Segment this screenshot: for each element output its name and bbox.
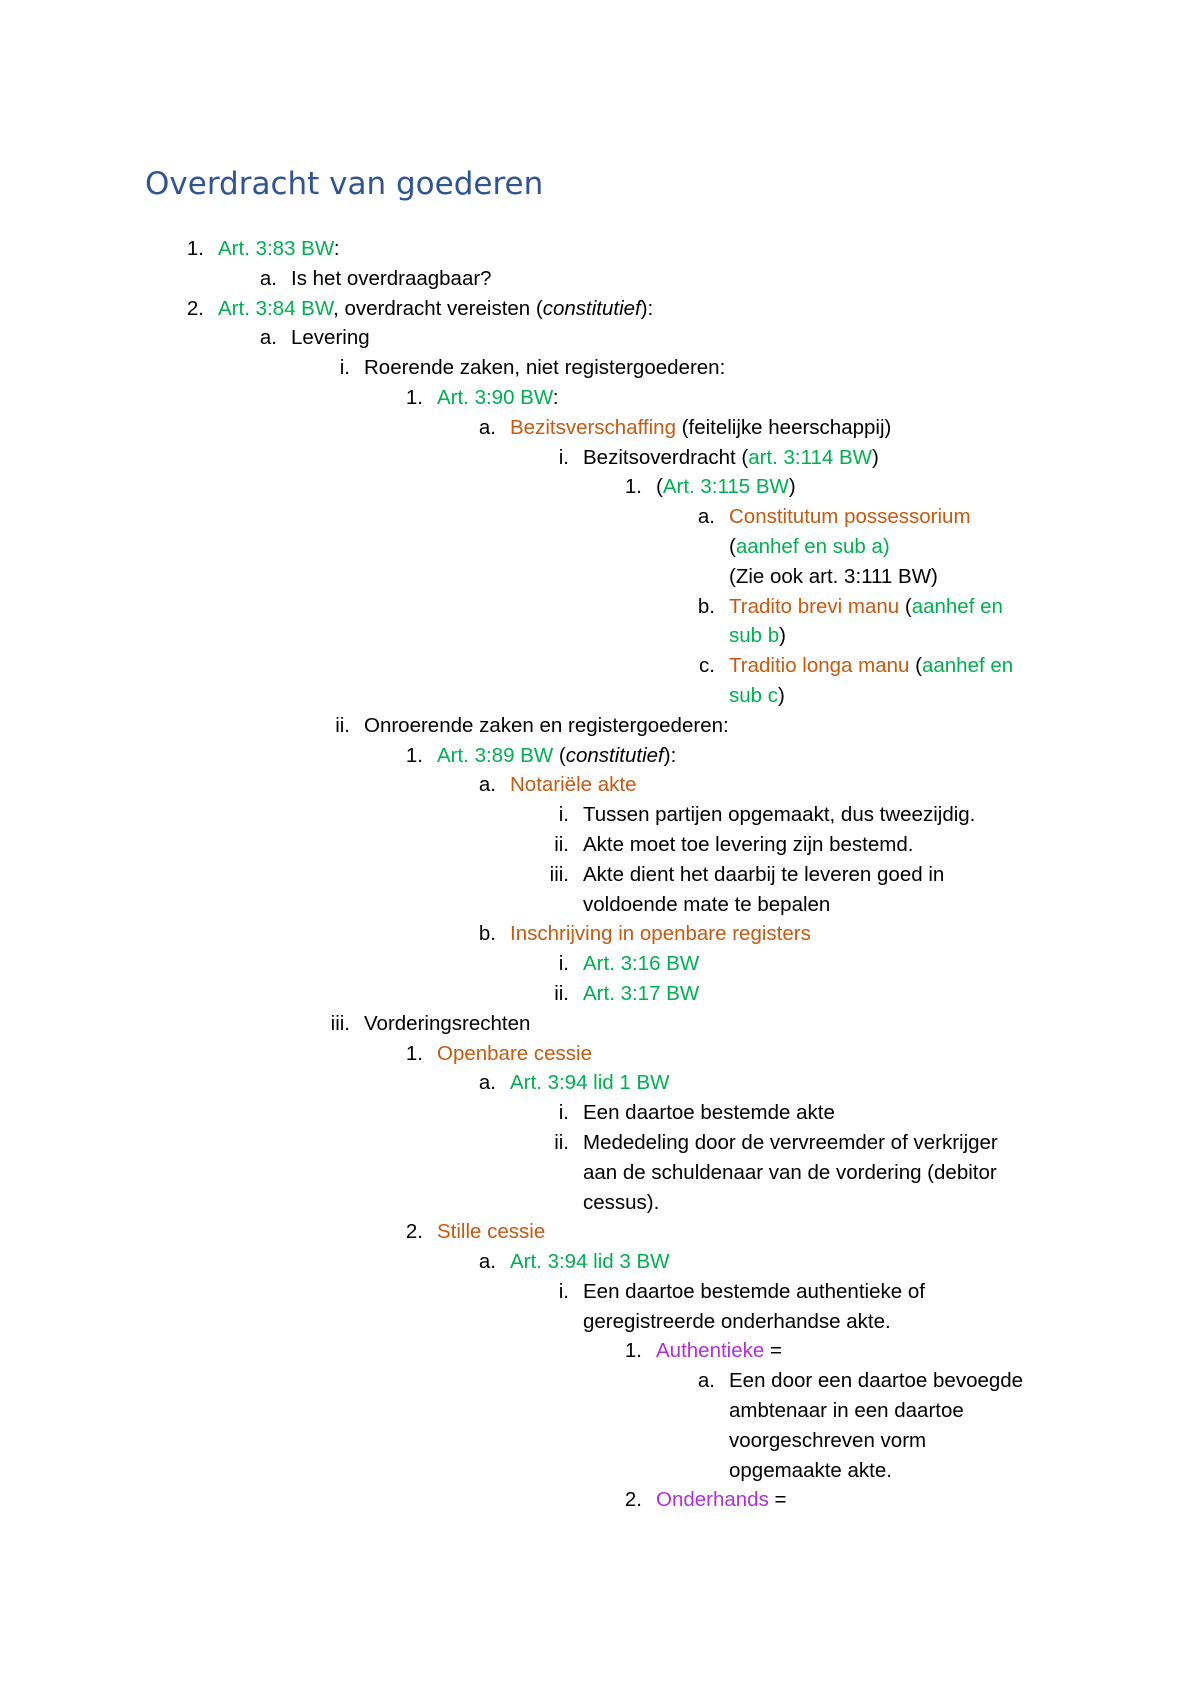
text-segment: Bezitsoverdracht ( xyxy=(583,445,749,469)
outline-item xyxy=(0,1247,1200,1277)
text-segment: aan de schuldenaar van de vordering (debitor xyxy=(583,1160,997,1184)
text-segment: cessus). xyxy=(583,1190,660,1214)
outline-item xyxy=(0,323,1200,353)
list-item-text xyxy=(729,502,971,532)
text-segment: ( xyxy=(899,594,912,618)
outline-item xyxy=(0,1485,1200,1515)
list-number: a. xyxy=(478,1250,496,1274)
list-number: i. xyxy=(558,952,569,976)
outline-item xyxy=(0,1396,1200,1426)
outline-item xyxy=(0,979,1200,1009)
text-segment: Een daartoe bestemde authentieke of xyxy=(583,1279,925,1303)
list-number: 1. xyxy=(405,1041,423,1065)
list-item-text xyxy=(729,651,1013,681)
list-number: i. xyxy=(339,356,350,380)
outline-item xyxy=(0,1128,1200,1158)
list-item-text xyxy=(729,681,785,711)
list-item-text xyxy=(656,472,796,502)
outline-item xyxy=(0,443,1200,473)
text-segment: Een door een daartoe bevoegde xyxy=(729,1369,1024,1393)
list-item-text xyxy=(583,800,975,830)
list-item-text xyxy=(583,1277,925,1307)
outline-item xyxy=(0,1426,1200,1456)
list-number: 2. xyxy=(624,1488,642,1512)
list-item-text xyxy=(364,353,725,383)
outline-item xyxy=(0,502,1200,532)
list-item-text xyxy=(510,413,891,443)
legal-term: Stille cessie xyxy=(437,1220,546,1244)
list-item-text xyxy=(583,890,830,920)
article-reference: aanhef en sub a) xyxy=(735,534,890,558)
outline-item xyxy=(0,472,1200,502)
list-item-text xyxy=(583,830,913,860)
list-number: a. xyxy=(259,266,277,290)
text-segment: Akte moet toe levering zijn bestemd. xyxy=(583,832,914,856)
article-reference: Art. 3:17 BW xyxy=(583,981,700,1005)
article-reference: aanhef en xyxy=(921,654,1014,678)
list-number: iii. xyxy=(549,862,569,886)
text-segment: geregistreerde onderhandse akte. xyxy=(583,1309,891,1333)
legal-term: Inschrijving in openbare registers xyxy=(510,922,811,946)
article-reference: Art. 3:16 BW xyxy=(583,952,700,976)
list-number: iii. xyxy=(330,1011,350,1035)
outline-item xyxy=(0,592,1200,622)
list-item-text xyxy=(729,1366,1023,1396)
list-number: 2. xyxy=(405,1220,423,1244)
outline-item xyxy=(0,1039,1200,1069)
list-item-text xyxy=(583,979,699,1009)
outline-item xyxy=(0,1068,1200,1098)
list-item-text xyxy=(510,919,811,949)
outline-item xyxy=(0,562,1200,592)
outline-list xyxy=(0,234,1200,1515)
outline-item xyxy=(0,264,1200,294)
list-item-text xyxy=(583,860,944,890)
list-item-text xyxy=(218,294,653,324)
text-segment: : xyxy=(333,237,340,260)
text-segment: ambtenaar in een daartoe xyxy=(729,1399,964,1423)
text-segment: ) xyxy=(872,445,879,469)
list-number: i. xyxy=(558,445,569,469)
list-item-text xyxy=(656,1485,787,1515)
outline-item xyxy=(0,1188,1200,1218)
list-item-text xyxy=(510,1247,670,1277)
list-number: 1. xyxy=(186,237,204,260)
outline-item xyxy=(0,770,1200,800)
list-item-text xyxy=(583,1128,998,1158)
text-segment: voldoende mate te bepalen xyxy=(583,892,831,916)
legal-term: Traditio longa manu xyxy=(729,654,910,678)
outline-item xyxy=(0,413,1200,443)
list-item-text xyxy=(729,532,890,562)
outline-item xyxy=(0,741,1200,771)
text-segment: ( xyxy=(729,534,736,558)
list-item-text xyxy=(729,1426,926,1456)
article-reference: Art. 3:94 lid 1 BW xyxy=(510,1071,670,1095)
list-number: a. xyxy=(259,326,277,350)
outline-item xyxy=(0,353,1200,383)
list-item-text xyxy=(437,741,676,771)
text-segment: Akte dient het daarbij te leveren goed in xyxy=(583,862,945,886)
outline-item xyxy=(0,1366,1200,1396)
list-item-text xyxy=(437,1217,545,1247)
list-item-text xyxy=(583,1158,997,1188)
text-segment: ) xyxy=(779,624,786,648)
text-segment: Levering xyxy=(291,326,370,350)
list-item-text xyxy=(510,770,636,800)
article-reference: Art. 3:89 BW xyxy=(437,743,554,767)
list-item-text xyxy=(583,1307,891,1337)
list-number: ii. xyxy=(554,1130,569,1154)
list-number: a. xyxy=(478,415,496,439)
list-item-text xyxy=(729,621,786,651)
outline-item xyxy=(0,711,1200,741)
legal-term: Openbare cessie xyxy=(437,1041,592,1065)
list-number: i. xyxy=(558,803,569,827)
text-segment: ): xyxy=(663,743,677,767)
list-item-text xyxy=(364,1009,530,1039)
list-number: a. xyxy=(697,1369,715,1393)
text-segment: ( xyxy=(553,743,566,767)
text-segment: Onroerende zaken en registergoederen: xyxy=(364,713,729,737)
list-item-text xyxy=(437,383,559,413)
legal-term: Bezitsverschaffing xyxy=(510,415,676,439)
outline-item xyxy=(0,1336,1200,1366)
list-item-text xyxy=(729,562,938,592)
outline-item xyxy=(0,234,1200,264)
list-number: b. xyxy=(478,922,496,946)
outline-item xyxy=(0,949,1200,979)
outline-item xyxy=(0,621,1200,651)
article-reference: Art. 3:115 BW xyxy=(662,475,789,499)
text-segment: constitutief xyxy=(542,296,641,320)
list-item-text xyxy=(729,1456,892,1486)
outline-item xyxy=(0,383,1200,413)
outline-item xyxy=(0,1277,1200,1307)
text-segment: Tussen partijen opgemaakt, dus tweezijdig. xyxy=(583,803,976,827)
definition-term: Authentieke xyxy=(656,1339,765,1363)
outline-item xyxy=(0,830,1200,860)
outline-item xyxy=(0,651,1200,681)
text-segment: (Zie ook art. 3:111 BW) xyxy=(729,564,938,588)
text-segment: ( xyxy=(909,654,922,678)
list-number: a. xyxy=(478,773,496,797)
outline-item xyxy=(0,1456,1200,1486)
list-number: i. xyxy=(558,1101,569,1125)
list-number: 1. xyxy=(405,385,423,409)
article-reference: Art. 3:84 BW xyxy=(218,296,334,320)
list-number: 1. xyxy=(405,743,423,767)
outline-item xyxy=(0,532,1200,562)
text-segment: ( xyxy=(656,475,663,499)
article-reference: Art. 3:83 BW xyxy=(218,237,334,260)
article-reference: sub c xyxy=(729,683,778,707)
list-item-text xyxy=(291,323,370,353)
article-reference: Art. 3:90 BW xyxy=(437,385,553,409)
list-number: b. xyxy=(697,594,715,618)
text-segment: Een daartoe bestemde akte xyxy=(583,1101,835,1125)
legal-term: Notariële akte xyxy=(510,773,637,797)
list-item-text xyxy=(218,234,340,264)
text-segment: Mededeling door de vervreemder of verkrijger xyxy=(583,1130,998,1154)
definition-term: Onderhands xyxy=(656,1488,769,1512)
list-number: c. xyxy=(699,654,715,678)
outline-item xyxy=(0,1158,1200,1188)
list-item-text xyxy=(583,949,699,979)
text-segment: ): xyxy=(640,296,654,320)
text-segment: ) xyxy=(778,683,785,707)
outline-item xyxy=(0,1307,1200,1337)
legal-term: Tradito brevi manu xyxy=(729,594,900,618)
list-number: a. xyxy=(697,505,715,529)
text-segment: voorgeschreven vorm xyxy=(729,1428,927,1452)
page-title: Overdracht van goederen xyxy=(145,166,544,202)
text-segment: : xyxy=(552,385,559,409)
text-segment: (feitelijke heerschappij) xyxy=(675,415,892,439)
outline-item xyxy=(0,681,1200,711)
text-segment: = xyxy=(768,1488,787,1512)
outline-item xyxy=(0,1217,1200,1247)
outline-item xyxy=(0,890,1200,920)
list-number: ii. xyxy=(554,981,569,1005)
text-segment: opgemaakte akte. xyxy=(729,1458,892,1482)
list-item-text xyxy=(583,1098,835,1128)
text-segment: ) xyxy=(788,475,796,499)
legal-term: Constitutum possessorium xyxy=(729,505,971,529)
article-reference: Art. 3:94 lid 3 BW xyxy=(510,1250,670,1274)
text-segment: Roerende zaken, niet registergoederen: xyxy=(364,356,726,380)
outline-item xyxy=(0,860,1200,890)
list-number: 2. xyxy=(186,296,204,320)
list-item-text xyxy=(729,1396,964,1426)
list-item-text xyxy=(510,1068,670,1098)
list-item-text xyxy=(364,711,729,741)
list-number: 1. xyxy=(624,475,642,499)
list-item-text xyxy=(729,592,1003,622)
article-reference: art. 3:114 BW xyxy=(748,445,873,469)
outline-item xyxy=(0,1098,1200,1128)
list-number: a. xyxy=(478,1071,496,1095)
outline-item xyxy=(0,1009,1200,1039)
text-segment: constitutief xyxy=(565,743,664,767)
outline-item xyxy=(0,800,1200,830)
outline-item xyxy=(0,294,1200,324)
list-number: i. xyxy=(558,1279,569,1303)
list-item-text xyxy=(291,264,492,294)
list-number: ii. xyxy=(335,713,350,737)
list-item-text xyxy=(583,1188,659,1218)
article-reference: sub b xyxy=(729,624,780,648)
outline-item xyxy=(0,919,1200,949)
list-number: ii. xyxy=(554,832,569,856)
list-item-text xyxy=(656,1336,782,1366)
text-segment: , overdracht vereisten ( xyxy=(333,296,543,320)
list-number: 1. xyxy=(624,1339,642,1363)
text-segment: = xyxy=(764,1339,782,1363)
list-item-text xyxy=(437,1039,592,1069)
list-item-text xyxy=(583,443,879,473)
text-segment: Is het overdraagbaar? xyxy=(291,266,492,290)
text-segment: Vorderingsrechten xyxy=(364,1011,531,1035)
article-reference: aanhef en xyxy=(911,594,1003,618)
